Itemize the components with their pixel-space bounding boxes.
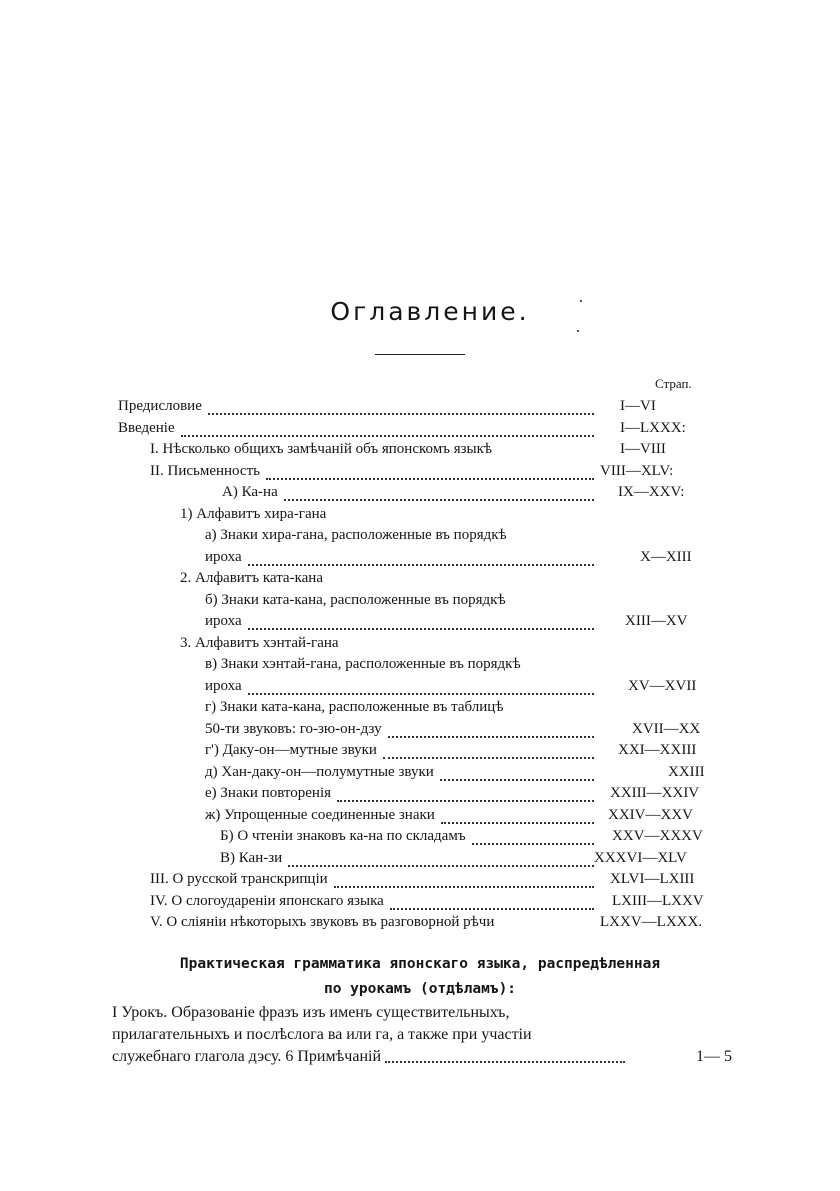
dot-leader — [284, 487, 594, 501]
toc-label: В) Кан-зи — [220, 849, 283, 866]
page-title: Оглавление. — [330, 297, 530, 326]
toc-row — [180, 635, 560, 657]
dot-leader — [248, 616, 594, 630]
lesson-line — [112, 1046, 732, 1068]
toc-row — [150, 914, 600, 936]
toc-page-range: LXIII—LXXV — [612, 892, 704, 909]
toc-row — [180, 570, 560, 592]
toc-page-range: XXV—XXXV — [612, 828, 703, 844]
dot-leader — [388, 724, 594, 738]
toc-label: Б) О чтеніи знаковъ ка-на по складамъ — [220, 828, 466, 844]
toc-row — [180, 506, 560, 528]
dot-leader — [248, 552, 594, 566]
dot-leader — [385, 1051, 625, 1063]
toc-label: б) Знаки ката-кана, расположенные въ порядкѣ — [205, 591, 506, 608]
toc-row — [150, 893, 600, 915]
toc-label: Введеніе — [118, 419, 175, 436]
toc-label: а) Знаки хира-гана, расположенные въ порядкѣ — [205, 527, 507, 543]
toc-page-range: I—VI — [620, 398, 656, 414]
toc-row — [118, 398, 600, 420]
toc-page-range: XXIII—XXIV — [610, 785, 700, 801]
paper-speck — [577, 330, 579, 332]
toc-label: 2. Алфавитъ ката-кана — [180, 570, 323, 586]
toc-page-range: XV—XVII — [628, 677, 697, 694]
toc-row — [205, 742, 600, 764]
lesson-line-text: служебнаго глагола дэсу. 6 Примѣчаній — [112, 1048, 382, 1065]
lesson-entry — [112, 1002, 732, 1068]
toc-label: г') Даку-он—мутные звуки — [205, 742, 377, 758]
toc-label: II. Письменность — [150, 462, 260, 479]
toc-label: 1) Алфавитъ хира-гана — [180, 505, 327, 522]
toc-page-range: I—VIII — [620, 441, 666, 457]
toc-page-range: XVII—XX — [632, 720, 701, 737]
toc-label: ироха — [205, 677, 242, 694]
toc-row — [205, 764, 600, 786]
dot-leader — [208, 401, 594, 415]
toc-page-range: IX—XXV: — [618, 484, 685, 500]
section-heading — [0, 952, 840, 1002]
toc-page-range: LXXV—LXXX. — [600, 914, 703, 930]
toc-row — [220, 850, 600, 872]
toc-label: г) Знаки ката-кана, расположенные въ таблицѣ — [205, 699, 504, 715]
toc-label: 50-ти звуковъ: го-зю-он-дзу — [205, 720, 382, 737]
dot-leader — [288, 853, 594, 867]
paper-speck — [580, 300, 582, 302]
toc-label: I. Нѣсколько общихъ замѣчаній объ японскомъ языкѣ — [150, 441, 493, 457]
toc-row — [150, 463, 600, 485]
toc-row — [220, 828, 600, 850]
lesson-pages: 1— 5 — [696, 1048, 732, 1065]
section-heading-line: Практическая грамматика японскаго языка, распредѣленная — [179, 956, 661, 972]
toc-page-range: XLVI—LXIII — [610, 871, 695, 887]
toc-page-range: X—XIII — [640, 548, 692, 565]
toc-row — [205, 678, 600, 700]
dot-leader — [441, 810, 594, 824]
dot-leader — [181, 423, 594, 437]
toc-row — [205, 807, 600, 829]
dot-leader — [383, 745, 594, 759]
pages-column-header: Страп. — [655, 376, 692, 391]
toc-page-range: XXI—XXIII — [618, 742, 697, 758]
toc-page-range: XXIII — [668, 763, 705, 780]
toc-row — [205, 527, 560, 549]
toc-label: ироха — [205, 548, 242, 565]
toc-row — [205, 549, 600, 571]
toc-label: д) Хан-даку-он—полумутные звуки — [205, 763, 434, 780]
toc-label: в) Знаки хэнтай-гана, расположенные въ порядкѣ — [205, 656, 521, 672]
dot-leader — [337, 788, 594, 802]
toc-label: IV. О слогоудареніи японскаго языка — [150, 892, 384, 909]
toc-label: III. О русской транскрипціи — [150, 871, 328, 887]
lesson-line: I Урокъ. Образованіе фразъ изъ именъ существительныхъ, — [112, 1004, 510, 1021]
toc-label: 3. Алфавитъ хэнтай-гана — [180, 634, 339, 651]
toc-label: ироха — [205, 613, 242, 629]
toc-row — [205, 613, 600, 635]
section-heading-line: по урокамъ (отдѣламъ): — [323, 981, 517, 997]
toc-row — [205, 699, 560, 721]
toc-row — [205, 721, 600, 743]
toc-row — [150, 441, 600, 463]
toc-row — [205, 592, 560, 614]
dot-leader — [266, 466, 594, 480]
dot-leader — [248, 681, 594, 695]
lesson-line: прилагательныхъ и послѣслога ва или га, а также при участіи — [112, 1026, 532, 1043]
toc-row — [118, 420, 600, 442]
toc-row — [150, 871, 600, 893]
toc-page-range: XXXVI—XLV — [594, 849, 687, 866]
toc-label: А) Ка-на — [222, 484, 278, 500]
title-underline — [375, 354, 465, 355]
toc-row — [205, 656, 560, 678]
dot-leader — [440, 767, 594, 781]
dot-leader — [472, 831, 594, 845]
toc-page-range: VIII—XLV: — [600, 462, 674, 479]
dot-leader — [334, 874, 594, 888]
dot-leader — [390, 896, 594, 910]
toc-row — [222, 484, 600, 506]
toc-page-range: XIII—XV — [625, 613, 688, 629]
toc-row — [205, 785, 600, 807]
toc-label: е) Знаки повторенія — [205, 785, 332, 801]
toc-page-range: I—LXXX: — [620, 419, 686, 436]
toc-label: ж) Упрощенные соединенные знаки — [205, 806, 435, 823]
toc-label: Предисловие — [118, 398, 202, 414]
toc-page-range: XXIV—XXV — [608, 806, 693, 823]
toc-label: V. О сліяніи нѣкоторыхъ звуковъ въ разговорной рѣчи — [150, 914, 495, 930]
